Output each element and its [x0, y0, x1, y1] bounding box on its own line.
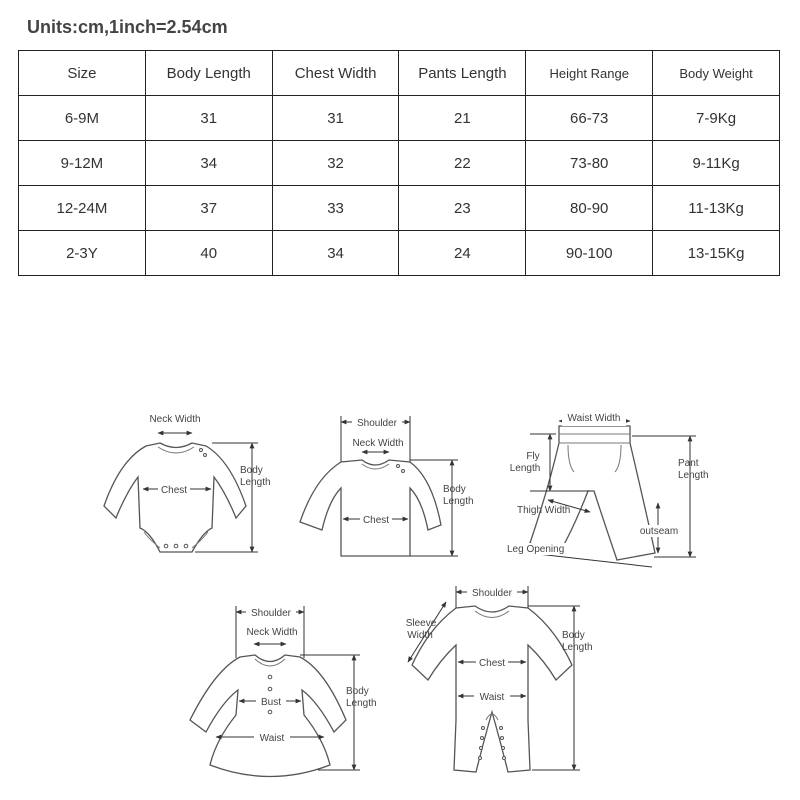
table-cell: 90-100: [526, 231, 653, 276]
romper-outline: [412, 606, 572, 772]
table-cell: 2-3Y: [19, 231, 146, 276]
fly-length-label: Fly: [526, 451, 540, 462]
top-outline: [300, 460, 441, 556]
snap-button: [479, 757, 482, 760]
snap-button: [502, 747, 505, 750]
bust-label: Bust: [260, 697, 282, 708]
header-body-weight: Body Weight: [653, 51, 780, 96]
table-cell: 12-24M: [19, 186, 146, 231]
header-pants-length: Pants Length: [399, 51, 526, 96]
snap-button: [501, 737, 504, 740]
table-cell: 22: [399, 141, 526, 186]
table-cell: 31: [145, 96, 272, 141]
body-length-label: Body: [562, 630, 585, 641]
neck-width-label: Neck Width: [352, 438, 404, 449]
shoulder-label: Shoulder: [471, 588, 513, 599]
dress-button: [268, 687, 272, 691]
table-cell: 11-13Kg: [653, 186, 780, 231]
thigh-width-label: Thigh Width: [517, 505, 571, 516]
snap-button: [204, 454, 207, 457]
leg-opening-label: Leg Opening: [507, 544, 565, 555]
shoulder-label: Shoulder: [250, 608, 292, 619]
table-cell: 21: [399, 96, 526, 141]
table-cell: 6-9M: [19, 96, 146, 141]
pant-length-label: Pant: [678, 458, 699, 469]
table-cell: 66-73: [526, 96, 653, 141]
chest-label: Chest: [362, 515, 390, 526]
snap-button: [500, 727, 503, 730]
header-size: Size: [19, 51, 146, 96]
top-diagram: [300, 416, 474, 556]
table-cell: 80-90: [526, 186, 653, 231]
snap-button: [503, 757, 506, 760]
bodysuit-outline: [104, 443, 246, 552]
pants-outline: [530, 426, 655, 560]
dress-button: [268, 675, 272, 679]
snap-button: [397, 465, 400, 468]
chest-label: Chest: [478, 658, 506, 669]
units-note: Units:cm,1inch=2.54cm: [27, 17, 228, 37]
table-cell: 31: [272, 96, 399, 141]
outseam-label: outseam: [639, 526, 679, 537]
body-length-label: Length: [443, 496, 474, 507]
shoulder-label: Shoulder: [356, 418, 398, 429]
bodysuit-diagram: [104, 414, 271, 552]
neck-width-label: Neck Width: [246, 627, 298, 638]
snap-button: [174, 544, 178, 548]
table-cell: 24: [399, 231, 526, 276]
sleeve-width-label: Width: [407, 630, 433, 641]
neck-width-label: Neck Width: [149, 414, 201, 425]
body-length-label: Length: [346, 698, 377, 709]
body-length-label: Body: [346, 686, 369, 697]
table-cell: 40: [145, 231, 272, 276]
snap-button: [482, 727, 485, 730]
table-cell: 33: [272, 186, 399, 231]
body-length-label: Length: [240, 477, 271, 488]
header-body-length: Body Length: [145, 51, 272, 96]
snap-button: [164, 544, 168, 548]
table-cell: 7-9Kg: [653, 96, 780, 141]
table-cell: 32: [272, 141, 399, 186]
dress-outline: [190, 655, 346, 777]
body-length-label: Body: [240, 465, 263, 476]
snap-button: [481, 737, 484, 740]
dress-diagram: [190, 606, 377, 777]
pants-diagram: [506, 413, 709, 567]
header-chest-width: Chest Width: [272, 51, 399, 96]
sleeve-width-label: Sleeve: [405, 618, 437, 629]
table-cell: 34: [272, 231, 399, 276]
table-cell: 9-11Kg: [653, 141, 780, 186]
table-cell: 37: [145, 186, 272, 231]
snap-button: [184, 544, 188, 548]
dress-button: [268, 710, 272, 714]
waist-width-label: Waist Width: [567, 413, 621, 424]
fly-length-label: Length: [509, 463, 541, 474]
chest-label: Chest: [160, 485, 188, 496]
table-cell: 23: [399, 186, 526, 231]
table-cell: 9-12M: [19, 141, 146, 186]
header-height-range: Height Range: [526, 51, 653, 96]
snap-button: [200, 449, 203, 452]
pant-length-label: Length: [678, 470, 709, 481]
body-length-label: Body: [443, 484, 466, 495]
body-length-label: Length: [562, 642, 593, 653]
waist-label: Waist: [479, 692, 505, 703]
snap-button: [402, 470, 405, 473]
romper-diagram: [406, 586, 593, 772]
snap-button: [480, 747, 483, 750]
table-cell: 73-80: [526, 141, 653, 186]
table-cell: 13-15Kg: [653, 231, 780, 276]
waist-label: Waist: [259, 733, 285, 744]
table-cell: 34: [145, 141, 272, 186]
